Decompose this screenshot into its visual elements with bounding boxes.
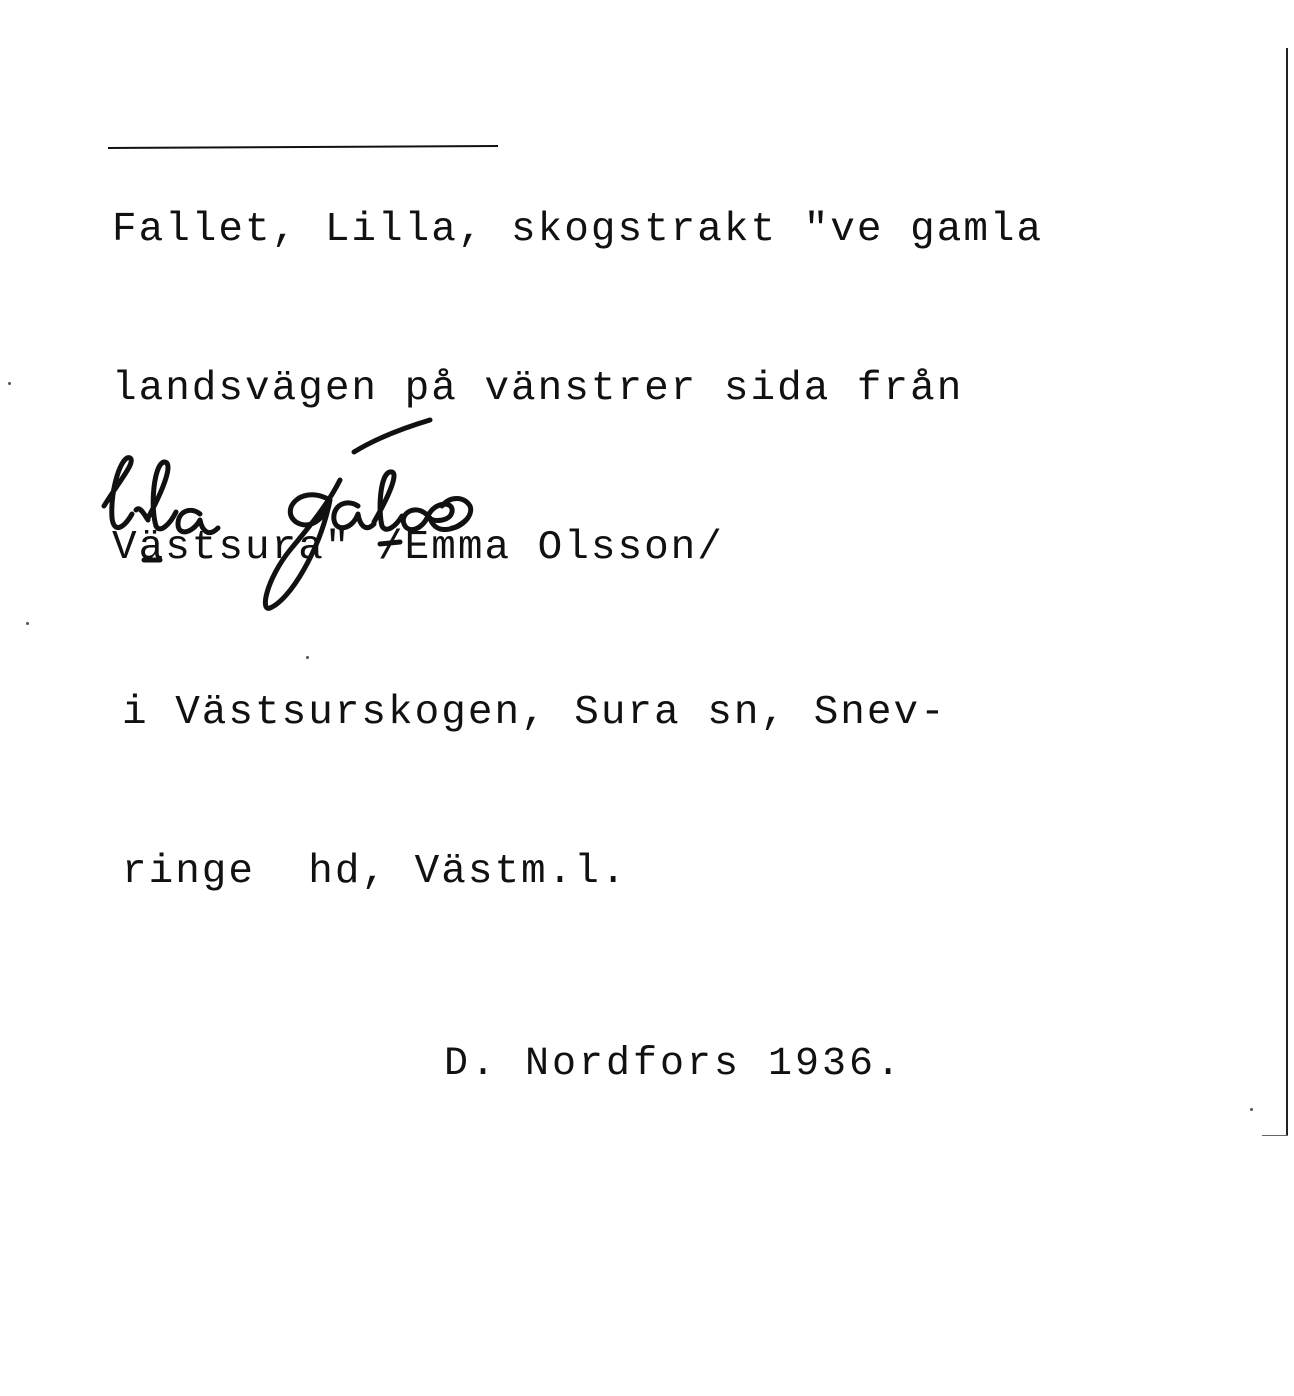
collector-and-year: D. Nordfors 1936. — [444, 1042, 904, 1087]
card-edge — [1262, 1135, 1288, 1136]
entry-line: Västsura" /Emma Olsson/ — [112, 525, 724, 571]
handwritten-pronunciation — [90, 410, 510, 630]
card-edge — [1286, 48, 1288, 1136]
scan-speck — [1250, 1108, 1253, 1111]
scan-speck — [8, 382, 11, 385]
entry-line: Fallet, Lilla, skogstrakt "ve gamla — [112, 207, 1044, 253]
entry-line: i Västsurskogen, Sura sn, Snev- — [122, 690, 947, 736]
scan-speck — [26, 622, 29, 625]
entry-line: ringe hd, Västm.l. — [122, 849, 628, 895]
scan-speck — [306, 656, 309, 659]
entry-line: landsvägen på vänstrer sida från — [112, 366, 964, 412]
